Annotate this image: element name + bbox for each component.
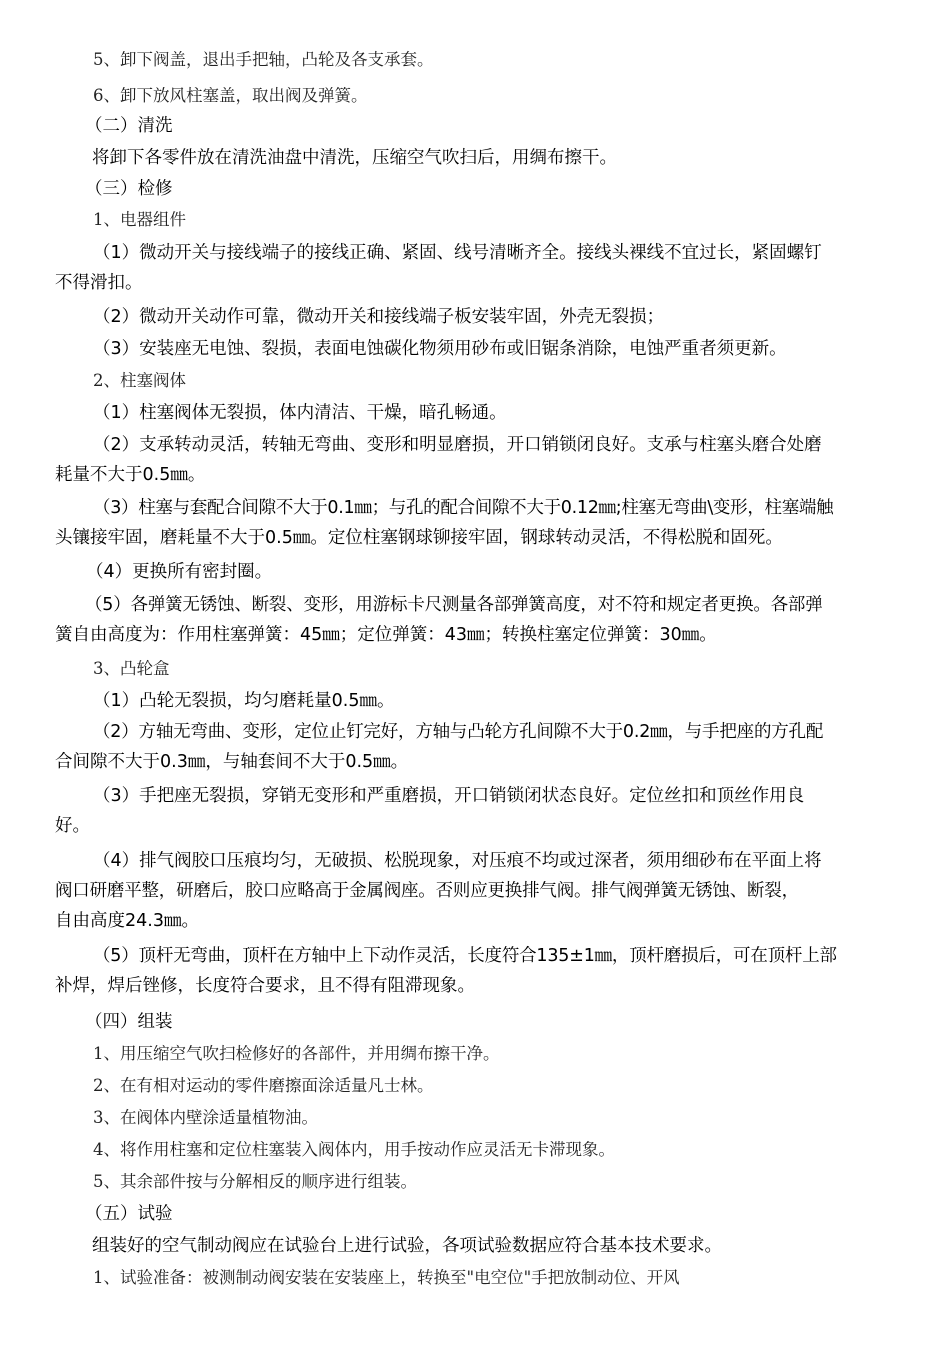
section-heading-cleaning <box>85 111 935 141</box>
heading-text: （三）检修 <box>85 179 173 199</box>
plunger-item-1 <box>93 398 943 428</box>
cam-item-4 <box>55 846 905 936</box>
text-line: （4）更换所有密封圈。 <box>86 562 273 582</box>
text-line: （4）排气阀胶口压痕均匀，无破损、松脱现象，对压痕不均或过深者，须用细砂布在平面上将 <box>93 851 822 871</box>
cleaning-paragraph <box>92 143 942 173</box>
step-remove-valve-cover <box>93 45 943 75</box>
text-line: （1）柱塞阀体无裂损，体内清洁、干燥，暗孔畅通。 <box>93 403 507 423</box>
text-line: 阀口研磨平整，研磨后，胶口应略高于金属阀座。否则应更换排气阀。排气阀弹簧无锈蚀、断裂， <box>55 881 799 901</box>
text-line: 3、凸轮盒 <box>93 659 170 678</box>
plunger-item-5 <box>55 590 905 650</box>
text-line: 组装好的空气制动阀应在试验台上进行试验，各项试验数据应符合基本技术要求。 <box>92 1236 722 1256</box>
text-line: （1）微动开关与接线端子的接线正确、紧固、线号清晰齐全。接线头裸线不宜过长，紧固螺钉 <box>93 243 822 263</box>
text-line: （3）柱塞与套配合间隙不大于0.1㎜；与孔的配合间隙不大于0.12㎜;柱塞无弯曲\变形，柱塞端触 <box>93 498 834 518</box>
text-line: （3）手把座无裂损，穿销无变形和严重磨损，开口销锁闭状态良好。定位丝扣和顶丝作用良 <box>93 786 805 806</box>
step-remove-vent-plunger-cover <box>93 81 943 111</box>
text-line: 1、用压缩空气吹扫检修好的各部件，并用绸布擦干净。 <box>93 1044 500 1063</box>
assembly-step-2 <box>93 1071 943 1101</box>
text-line: 补焊，焊后锉修，长度符合要求，且不得有阻滞现象。 <box>55 976 475 996</box>
text-line: 头镶接牢固，磨耗量不大于0.5㎜。定位柱塞钢球铆接牢固，钢球转动灵活，不得松脱和固死。 <box>55 528 783 548</box>
assembly-step-5 <box>93 1167 943 1197</box>
text-line: 2、柱塞阀体 <box>93 371 186 390</box>
text-line: 5、其余部件按与分解相反的顺序进行组装。 <box>93 1172 417 1191</box>
text-line: 1、电器组件 <box>93 210 186 229</box>
heading-text: （二）清洗 <box>85 116 173 136</box>
testing-step-1 <box>93 1263 943 1293</box>
text-line: （2）支承转动灵活，转轴无弯曲、变形和明显磨损，开口销锁闭良好。支承与柱塞头磨合处磨 <box>93 435 822 455</box>
section-heading-inspection <box>85 174 935 204</box>
text-line: 5、卸下阀盖，退出手把轴，凸轮及各支承套。 <box>93 50 434 69</box>
subheading-plunger-valve <box>93 366 943 396</box>
text-line: 耗量不大于0.5㎜。 <box>55 465 206 485</box>
heading-text: （四）组装 <box>85 1012 173 1032</box>
subheading-cam-box <box>93 654 943 684</box>
electrical-item-1 <box>55 238 905 298</box>
plunger-item-3 <box>55 493 905 553</box>
plunger-item-2 <box>55 430 905 490</box>
text-line: 不得滑扣。 <box>55 273 143 293</box>
text-line: 3、在阀体内壁涂适量植物油。 <box>93 1108 318 1127</box>
text-line: 2、在有相对运动的零件磨擦面涂适量凡士林。 <box>93 1076 434 1095</box>
heading-text: （五）试验 <box>85 1204 173 1224</box>
text-line: 自由高度24.3㎜。 <box>55 911 199 931</box>
plunger-item-4 <box>86 557 936 587</box>
testing-paragraph <box>92 1231 942 1261</box>
text-line: （2）微动开关动作可靠，微动开关和接线端子板安装牢固，外壳无裂损； <box>93 307 665 327</box>
text-line: 4、将作用柱塞和定位柱塞装入阀体内，用手按动作应灵活无卡滞现象。 <box>93 1140 615 1159</box>
text-line: 1、试验准备：被测制动阀安装在安装座上，转换至"电空位"手把放制动位、开风 <box>93 1268 680 1287</box>
assembly-step-4 <box>93 1135 943 1165</box>
text-line: （3）安装座无电蚀、裂损，表面电蚀碳化物须用砂布或旧锯条消除，电蚀严重者须更新。 <box>93 339 787 359</box>
text-line: （5）各弹簧无锈蚀、断裂、变形，用游标卡尺测量各部弹簧高度，对不符和规定者更换。各部弹 <box>85 595 823 615</box>
cam-item-5 <box>55 941 905 1001</box>
electrical-item-3 <box>93 334 943 364</box>
section-heading-testing <box>85 1199 935 1229</box>
assembly-step-3 <box>93 1103 943 1133</box>
text-line: 好。 <box>55 816 90 836</box>
assembly-step-1 <box>93 1039 943 1069</box>
subheading-electrical <box>93 205 943 235</box>
cam-item-1 <box>93 686 943 716</box>
text-line: 6、卸下放风柱塞盖，取出阀及弹簧。 <box>93 86 368 105</box>
cam-item-3 <box>55 781 905 841</box>
text-line: （5）顶杆无弯曲，顶杆在方轴中上下动作灵活，长度符合135±1㎜，顶杆磨损后，可在顶杆上部 <box>93 946 837 966</box>
text-line: （2）方轴无弯曲、变形，定位止钉完好，方轴与凸轮方孔间隙不大于0.2㎜，与手把座的方孔配 <box>93 722 824 742</box>
text-line: （1）凸轮无裂损，均匀磨耗量0.5㎜。 <box>93 691 395 711</box>
section-heading-assembly <box>85 1007 935 1037</box>
text-line: 簧自由高度为：作用柱塞弹簧：45㎜；定位弹簧：43㎜；转换柱塞定位弹簧：30㎜。 <box>55 625 717 645</box>
text-line: 合间隙不大于0.3㎜，与轴套间不大于0.5㎜。 <box>55 752 409 772</box>
electrical-item-2 <box>93 302 943 332</box>
text-line: 将卸下各零件放在清洗油盘中清洗，压缩空气吹扫后，用绸布擦干。 <box>92 148 617 168</box>
cam-item-2 <box>55 717 905 777</box>
